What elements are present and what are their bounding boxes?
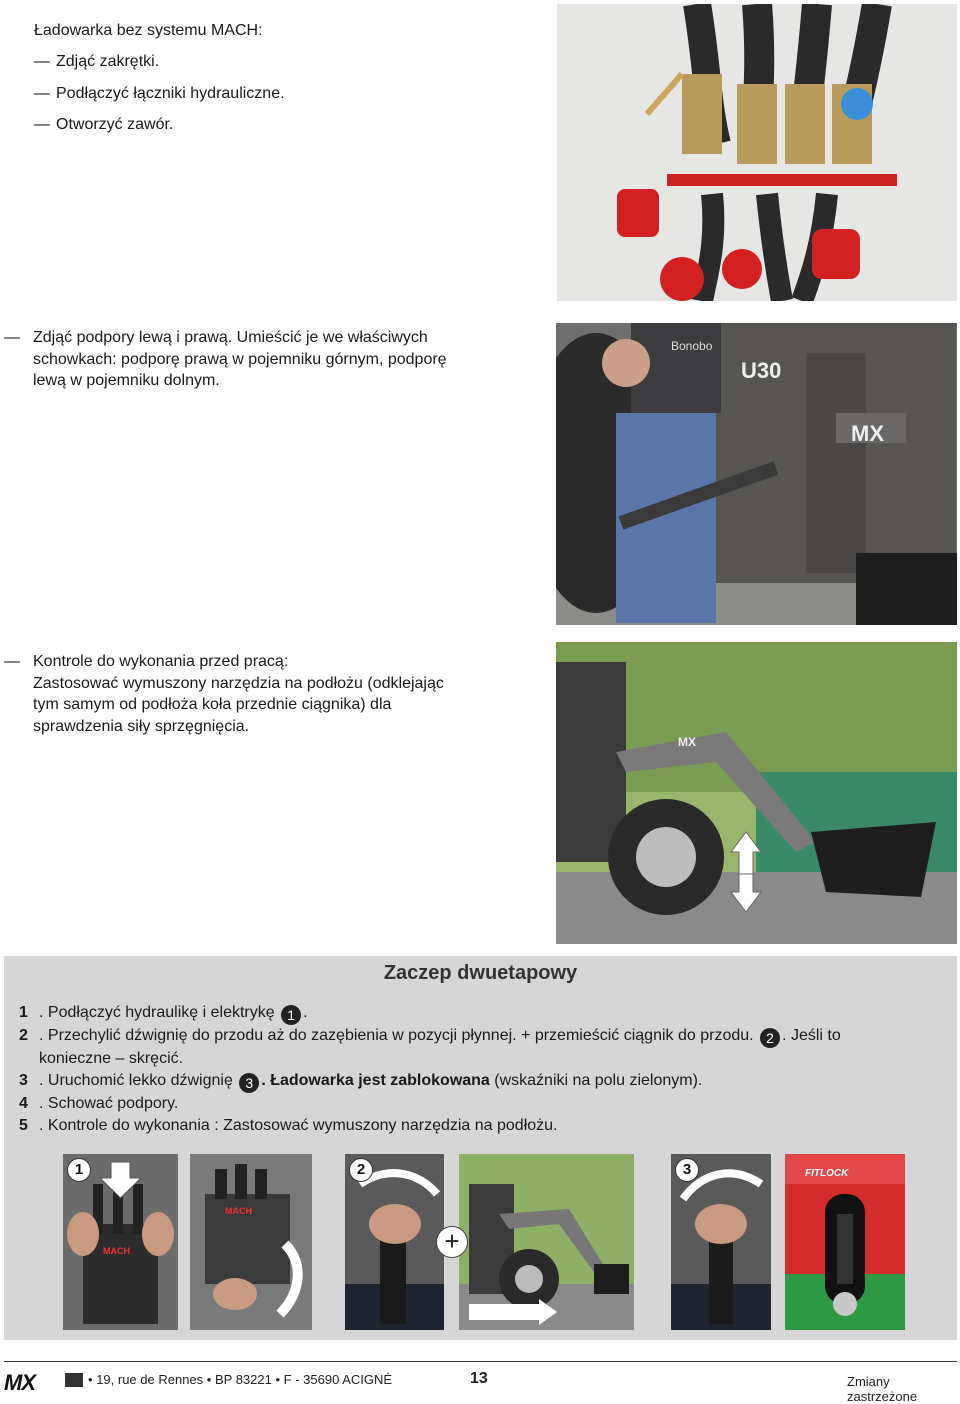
step-number: 1 bbox=[19, 1004, 28, 1021]
step-1 bbox=[19, 1002, 939, 1025]
step-marker-2: 2 bbox=[760, 1028, 780, 1048]
section-checks bbox=[4, 651, 524, 737]
mx-logo-mark-icon bbox=[65, 1373, 83, 1387]
step-text: . Kontrole do wykonania : Zastosować wymuszony narzędzia na podłożu. bbox=[39, 1117, 558, 1134]
list-item-text: Otworzyć zawór. bbox=[56, 116, 174, 133]
dash-bullet: — bbox=[34, 84, 50, 102]
supports-removal-photo bbox=[556, 323, 957, 625]
bullet: • bbox=[275, 1372, 281, 1387]
step-text: . Jeśli to bbox=[782, 1027, 841, 1044]
checks-text-line: Zastosować wymuszony narzędzia na podłożu (odklejając bbox=[33, 674, 444, 692]
step1-lever-photo bbox=[190, 1154, 312, 1330]
list-item bbox=[34, 51, 534, 73]
checks-text-line: Kontrole do wykonania przed pracą: bbox=[33, 653, 289, 670]
step-number: 4 bbox=[19, 1095, 28, 1112]
address-city: F - 35690 ACIGNÉ bbox=[283, 1372, 393, 1387]
list-item-text: Podłączyć łączniki hydrauliczne. bbox=[56, 84, 285, 102]
supports-paragraph bbox=[4, 327, 524, 392]
step-marker-1: 1 bbox=[281, 1005, 301, 1025]
step-text: . bbox=[303, 1004, 308, 1021]
mx-logo: MX bbox=[4, 1370, 35, 1395]
footer-address bbox=[88, 1372, 392, 1387]
step-text: . Przechylić dźwignię do przodu aż do zazębienia w pozycji płynnej. + przemieścić ciągnik do przodu. bbox=[39, 1027, 754, 1044]
fitlock-label: FITLOCK bbox=[805, 1168, 849, 1179]
checks-text-line: tym samym od podłoża koła przednie ciągnika) dla bbox=[33, 696, 392, 713]
step-text: konieczne – skręcić. bbox=[39, 1050, 184, 1067]
step-number: 3 bbox=[19, 1072, 28, 1089]
section-supports bbox=[4, 327, 524, 392]
step-4 bbox=[19, 1093, 939, 1115]
checks-text-line: sprawdzenia siły sprzęgnięcia. bbox=[33, 717, 250, 735]
step-text: . Podłączyć hydraulikę i elektrykę bbox=[39, 1004, 275, 1021]
mx-logo-label: MX bbox=[678, 735, 696, 749]
supports-text-line: schowkach: podporę prawą w pojemniku górnym, podporę bbox=[33, 350, 447, 368]
plus-sign: + bbox=[436, 1226, 468, 1258]
list-item bbox=[34, 114, 534, 136]
tractor-loader-photo bbox=[556, 642, 957, 944]
thumb-number-2: 2 bbox=[349, 1158, 373, 1182]
bullet: • bbox=[206, 1372, 212, 1387]
lock-indicator-photo bbox=[785, 1154, 905, 1330]
address-bp: BP 83221 bbox=[214, 1372, 272, 1387]
step-text-bold: . Ładowarka jest zablokowana bbox=[261, 1072, 490, 1089]
step2-tractor-photo bbox=[459, 1154, 634, 1330]
thumb-number-1: 1 bbox=[67, 1158, 91, 1182]
section1-list bbox=[34, 51, 534, 136]
mach-label: MACH bbox=[225, 1206, 252, 1216]
mach-label: MACH bbox=[103, 1246, 130, 1256]
thumb-number-3: 3 bbox=[675, 1158, 699, 1182]
step-number: 5 bbox=[19, 1117, 28, 1134]
loader-model-label: U30 bbox=[741, 358, 782, 383]
list-item-text: Zdjąć zakrętki. bbox=[56, 53, 160, 70]
dash-bullet: — bbox=[34, 116, 50, 133]
step-3 bbox=[19, 1070, 939, 1093]
two-stage-coupling-box bbox=[4, 956, 957, 1340]
step-5 bbox=[19, 1115, 939, 1137]
step-text: . Schować podpory. bbox=[39, 1095, 179, 1112]
list-item bbox=[34, 83, 534, 105]
step-text: (wskaźniki na polu zielonym). bbox=[489, 1072, 703, 1089]
step-number: 2 bbox=[19, 1027, 28, 1044]
checks-paragraph bbox=[4, 651, 524, 737]
hydraulic-couplers-photo bbox=[557, 4, 957, 301]
steps-list bbox=[19, 1002, 939, 1137]
supports-text-line: lewą w pojemniku dolnym. bbox=[33, 372, 220, 389]
step-text: . Uruchomić lekko dźwignię bbox=[39, 1072, 233, 1089]
bullet: • bbox=[88, 1372, 93, 1387]
page-number: 13 bbox=[470, 1370, 488, 1387]
rights-notice: Zmiany zastrzeżone bbox=[847, 1374, 918, 1404]
step-marker-3: 3 bbox=[239, 1073, 259, 1093]
box-title: Zaczep dwuetapowy bbox=[383, 962, 578, 984]
section1-heading: Ładowarka bez systemu MACH: bbox=[34, 22, 263, 39]
shirt-text: Bonobo bbox=[671, 339, 713, 353]
dash-bullet: — bbox=[4, 329, 20, 346]
supports-text-line: Zdjąć podpory lewą i prawą. Umieścić je we właściwych bbox=[33, 329, 428, 346]
mx-logo-label: MX bbox=[851, 421, 884, 446]
dash-bullet: — bbox=[34, 53, 50, 70]
dash-bullet: — bbox=[4, 653, 20, 670]
address-street: 19, rue de Rennes bbox=[96, 1372, 204, 1387]
section-hydraulics bbox=[34, 20, 534, 42]
footer-divider bbox=[4, 1361, 957, 1362]
step-2 bbox=[19, 1025, 939, 1070]
